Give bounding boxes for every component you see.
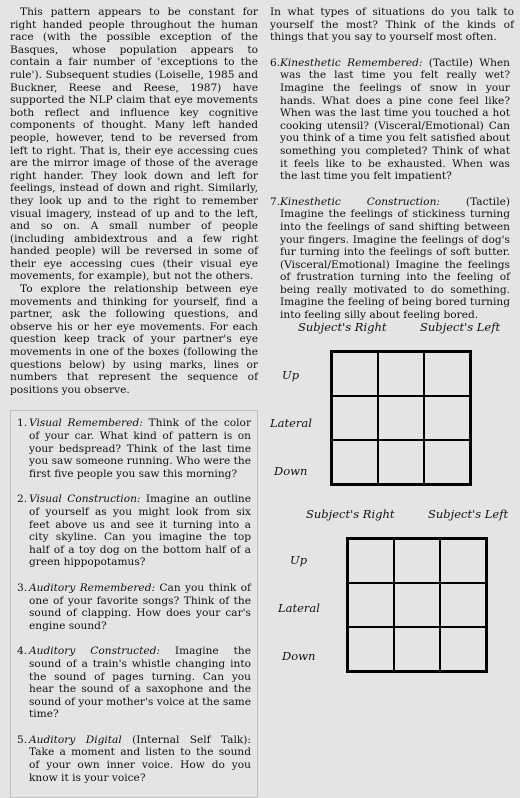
grid-cell[interactable] bbox=[440, 539, 486, 583]
grid-row-label-lateral: Lateral bbox=[278, 601, 320, 615]
question-title: Kinesthetic Remembered: bbox=[280, 56, 423, 69]
grid-cell[interactable] bbox=[440, 583, 486, 627]
question-number: 2. bbox=[17, 493, 28, 506]
question-number: 7. bbox=[270, 195, 281, 208]
question-text: Think of the color of your car. What kind of pattern is on your bedspread? Think of the last time you saw someone running. Who were the first five people you saw this morning? bbox=[29, 417, 252, 480]
grid-row-label-lateral: Lateral bbox=[270, 416, 312, 430]
question-title: Visual Construction: bbox=[29, 493, 141, 506]
grid-row-label-up: Up bbox=[282, 368, 300, 382]
grid-label-subject-left: Subject's Left bbox=[420, 320, 501, 334]
question-number: 1. bbox=[17, 417, 28, 430]
grid-cell[interactable] bbox=[378, 352, 424, 396]
grid-label-subject-right: Subject's Right bbox=[298, 320, 387, 334]
question-title: Auditory Remembered: bbox=[29, 581, 156, 594]
question-title: Visual Remembered: bbox=[29, 417, 143, 430]
grid-cell[interactable] bbox=[348, 539, 394, 583]
question-item bbox=[17, 493, 251, 569]
grid-cell[interactable] bbox=[332, 440, 378, 484]
questions-box bbox=[10, 410, 258, 798]
paragraph-exercise-instructions: To explore the relationship between eye movements and thinking for yourself, find a partner, ask the following questions, and observe his or her eye movements. For each question keep track of your partner's eye movements in one of the boxes (following the questions below) by using marks, lines or numbers that represent the sequence of positions you observe. bbox=[10, 283, 258, 396]
grid-cell[interactable] bbox=[348, 627, 394, 671]
question-number: 6. bbox=[270, 56, 281, 69]
grid-cell[interactable] bbox=[424, 396, 470, 440]
grid-cell[interactable] bbox=[348, 583, 394, 627]
grid-cell[interactable] bbox=[378, 440, 424, 484]
grid-cell[interactable] bbox=[332, 352, 378, 396]
grid-cell[interactable] bbox=[440, 627, 486, 671]
eye-grid-block-1 bbox=[268, 318, 514, 506]
right-column bbox=[270, 6, 514, 335]
grid-cell[interactable] bbox=[424, 440, 470, 484]
grid-label-subject-right: Subject's Right bbox=[306, 507, 395, 521]
left-column bbox=[10, 6, 258, 798]
grid-cell[interactable] bbox=[394, 583, 440, 627]
question-text: (Internal Self Talk): Take a moment and listen to the sound of your own inner voice. How do you know it is your voice? bbox=[29, 733, 251, 784]
question-number: 5. bbox=[17, 733, 28, 746]
question-text: Imagine the sound of a train's whistle changing into the sound of pages turning. Can you hear the sound of a saxophone and the sound of your mother's voice at the same time? bbox=[29, 645, 251, 721]
grid-label-subject-left: Subject's Left bbox=[428, 507, 509, 521]
grid-row-label-down: Down bbox=[282, 649, 316, 663]
question-text: Imagine an outline of yourself as you might look from six feet above us and see it turning into a city skyline. Can you imagine the top half of a toy dog on the bottom half of a green hippopotamus? bbox=[29, 493, 251, 569]
paragraph-self-talk: In what types of situations do you talk to yourself the most? Think of the kinds of things that you say to yourself most often. bbox=[270, 6, 514, 44]
question-number: 4. bbox=[17, 645, 28, 658]
grid-cell[interactable] bbox=[394, 627, 440, 671]
grid-row-label-up: Up bbox=[290, 553, 308, 567]
eye-movement-grid-2 bbox=[346, 537, 488, 673]
grid-cell[interactable] bbox=[378, 396, 424, 440]
grid-cell[interactable] bbox=[424, 352, 470, 396]
grid-cell[interactable] bbox=[332, 396, 378, 440]
question-item bbox=[17, 582, 251, 632]
question-title: Auditory Digital bbox=[29, 733, 122, 746]
question-item bbox=[17, 734, 251, 784]
eye-grid-block-2 bbox=[268, 505, 514, 693]
paragraph-eye-patterns: This pattern appears to be constant for right handed people throughout the human race (with the possible exception of the Basques, whose population appears to contain a fair number of 'exceptions to the rule'). Subsequent studies (Loiselle, 1985 and Buckner, Reese and Reese, 1987) have supported the NLP claim that eye movements both reflect and influence key cognitive components of thought. Many left handed people, however, tend to be reversed from left to right. That is, their eye accessing cues are the mirror image of those of the average right hander. They look down and left for feelings, instead of down and right. Similarly, they look up and to the right to remember visual imagery, instead of up and to the left, and so on. A small number of people (including ambidextrous and a few right handed people) will be reversed in some of their eye accessing cues (their visual eye movements, for example), but not the others. bbox=[10, 6, 258, 283]
question-number: 3. bbox=[17, 581, 28, 594]
question-item bbox=[270, 57, 510, 183]
question-item bbox=[17, 417, 251, 480]
question-item bbox=[270, 196, 510, 322]
question-text: (Tactile) Imagine the feelings of stickiness turning into the feelings of sand shifting between your fingers. Imagine the feelings of dog's fur turning into the feelings of soft butter. (Visceral/Emotional) Imagine the feelings of frustration turning into the feeling of being really motivated to do something. Imagine the feeling of being bored turning into feeling silly about feeling bored. bbox=[280, 195, 510, 322]
question-text: (Tactile) When was the last time you felt really wet? Imagine the feelings of snow in your hands. What does a pine cone feel like? When was the last time you touched a hot cooking utensil? (Visceral/Emotional) Can you think of a time you felt satisfied about something you completed? Think of what it feels like to be exhausted. When was the last time you felt impatient? bbox=[280, 56, 511, 183]
question-item bbox=[17, 645, 251, 721]
question-title: Auditory Constructed: bbox=[29, 645, 160, 658]
grid-cell[interactable] bbox=[394, 539, 440, 583]
question-text: Can you think of one of your favorite songs? Think of the sound of clapping. How does your car's engine sound? bbox=[29, 581, 251, 632]
eye-movement-grid-1 bbox=[330, 350, 472, 486]
question-title: Kinesthetic Construction: bbox=[280, 195, 440, 208]
grid-row-label-down: Down bbox=[274, 464, 308, 478]
